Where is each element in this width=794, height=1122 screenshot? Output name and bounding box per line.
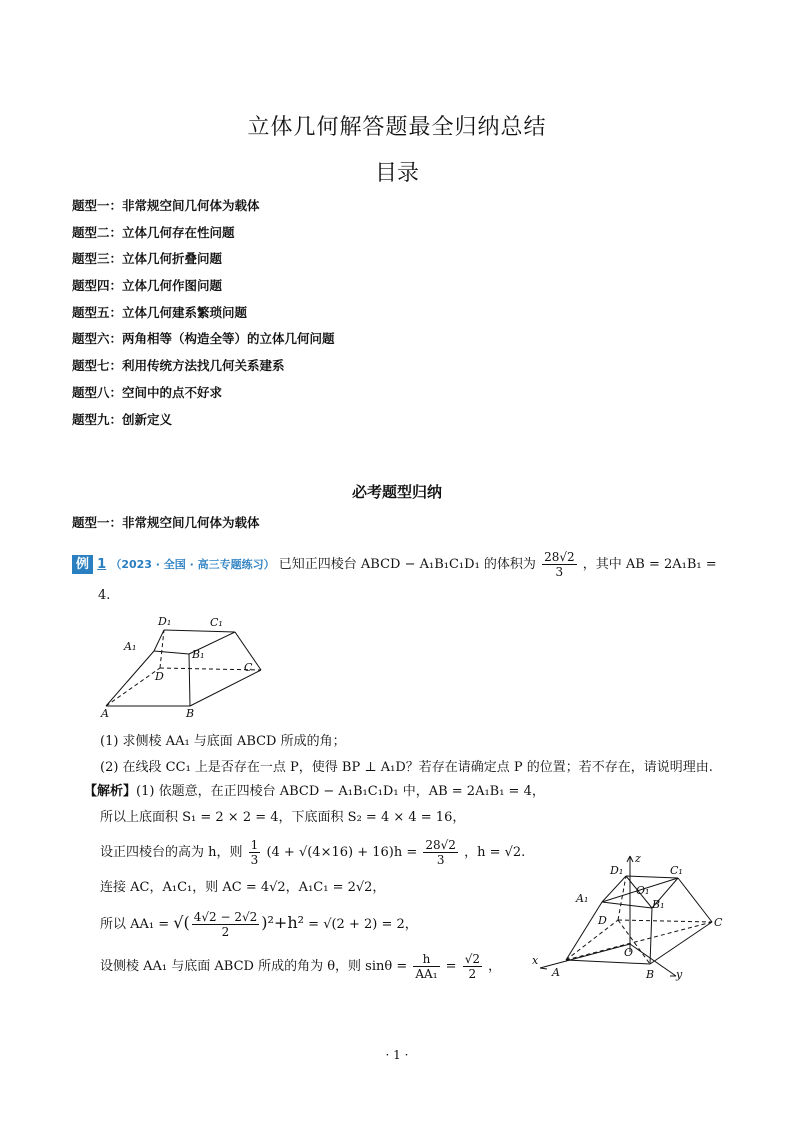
table-of-contents xyxy=(72,196,712,436)
fraction xyxy=(463,952,482,981)
label-B1: B₁ xyxy=(652,898,665,911)
solution-text: (4 + √(4×16) + 16)h = xyxy=(266,845,418,860)
coordinate-frustum-figure xyxy=(530,852,730,984)
label-x: x xyxy=(532,954,539,967)
fraction-denominator: 2 xyxy=(221,925,230,939)
fraction-numerator: 1 xyxy=(250,838,259,852)
fraction-numerator: 4√2 − 2√2 xyxy=(193,910,258,924)
label-C: C xyxy=(714,916,723,929)
toc-item: 题型一：非常规空间几何体为载体 xyxy=(72,198,260,213)
question-2: (2) 在线段 CC₁ 上是否存在一点 P，使得 BP ⊥ A₁D？若存在请确定点 P 的位置；若不存在，请说明理由. xyxy=(100,760,713,775)
solution-text: ， xyxy=(488,959,502,974)
radical-open: √( xyxy=(173,913,190,932)
example-source: （2023 · 全国 · 高三专题练习） xyxy=(110,558,275,571)
toc-heading: 目录 xyxy=(374,161,419,186)
toc-item: 题型四：立体几何作图问题 xyxy=(72,278,223,294)
solution-line-4: 连接 AC，A₁C₁，则 AC = 4√2，A₁C₁ = 2√2， xyxy=(100,880,386,895)
toc-item: 题型五：立体几何建系繁琐问题 xyxy=(72,304,248,320)
label-B1: B₁ xyxy=(192,648,205,661)
solution-line-3 xyxy=(100,838,525,867)
example-statement xyxy=(72,550,732,579)
label-A: A xyxy=(552,966,560,979)
document-title: 立体几何解答题最全归纳总结 xyxy=(247,115,547,140)
label-O: O xyxy=(624,946,634,959)
label-A1: A₁ xyxy=(576,892,589,905)
label-C1: C₁ xyxy=(670,864,683,877)
example-badge: 例 xyxy=(72,555,93,574)
label-y: y xyxy=(676,968,683,981)
fraction xyxy=(192,910,260,939)
section-title: 必考题型归纳 xyxy=(351,483,442,501)
label-C1: C₁ xyxy=(210,616,223,629)
fraction-denominator: AA₁ xyxy=(415,967,438,981)
label-C: C xyxy=(244,661,253,674)
solution-text: 设侧棱 AA₁ 与底面 ABCD 所成的角为 θ，则 sinθ = xyxy=(100,959,408,974)
fraction-numerator: 28√2 xyxy=(425,838,456,852)
fraction xyxy=(249,838,261,867)
label-D1: D₁ xyxy=(158,615,172,628)
label-D: D xyxy=(155,670,164,683)
frustum-figure xyxy=(98,610,273,722)
fraction-numerator: h xyxy=(413,952,439,967)
example-text-after: ，其中 AB = 2A₁B₁ = xyxy=(582,557,717,572)
question-1: (1) 求侧棱 AA₁ 与底面 ABCD 所成的角； xyxy=(100,734,346,749)
toc-item: 题型三：立体几何折叠问题 xyxy=(72,251,223,267)
fraction-denominator: 3 xyxy=(436,853,445,867)
toc-item: 题型二：立体几何存在性问题 xyxy=(72,224,235,240)
label-D1: D₁ xyxy=(610,864,624,877)
example-continuation: 4. xyxy=(98,588,111,603)
solution-text: = √(2 + 2) = 2， xyxy=(308,917,418,932)
type-heading: 题型一：非常规空间几何体为载体 xyxy=(72,515,260,530)
volume-fraction xyxy=(542,550,577,579)
solution-line-6 xyxy=(100,952,501,981)
fraction-numerator: √2 xyxy=(464,952,480,966)
fraction xyxy=(423,838,458,867)
radical-close: )²+h² xyxy=(261,913,305,932)
label-z: z xyxy=(635,852,641,865)
toc-item: 题型九：创新定义 xyxy=(72,411,173,427)
label-A: A xyxy=(101,707,109,720)
toc-item: 题型八：空间中的点不好求 xyxy=(72,384,223,400)
solution-text: (1) 依题意，在正四棱台 ABCD − A₁B₁C₁D₁ 中，AB = 2A₁B₁ = 4， xyxy=(136,784,545,799)
example-text-before: 已知正四棱台 ABCD − A₁B₁C₁D₁ 的体积为 xyxy=(278,557,536,572)
fraction xyxy=(413,952,439,981)
label-O1: O₁ xyxy=(636,884,650,897)
solution-line-2: 所以上底面积 S₁ = 2 × 2 = 4，下底面积 S₂ = 4 × 4 = 16， xyxy=(100,810,466,825)
solution-text: 设正四棱台的高为 h，则 xyxy=(100,845,243,860)
solution-text: = xyxy=(445,959,457,974)
toc-item: 题型六：两角相等（构造全等）的立体几何问题 xyxy=(72,331,335,347)
fraction-denominator: 2 xyxy=(468,967,477,981)
label-B: B xyxy=(186,707,195,720)
solution-heading: 【解析】 xyxy=(84,784,137,799)
solution-text: ，h = √2. xyxy=(464,845,526,860)
solution-line-1 xyxy=(84,782,545,802)
label-A1: A₁ xyxy=(124,640,137,653)
solution-line-5 xyxy=(100,910,418,939)
label-D: D xyxy=(598,914,607,927)
example-number: 1 xyxy=(97,557,107,572)
page-number: · 1 · xyxy=(385,1048,409,1062)
label-B: B xyxy=(646,968,655,981)
solution-text: 所以 AA₁ = xyxy=(100,917,170,932)
fraction-denominator: 3 xyxy=(250,853,259,867)
toc-item: 题型七：利用传统方法找几何关系建系 xyxy=(72,358,285,374)
fraction-numerator: 28√2 xyxy=(544,550,575,564)
fraction-denominator: 3 xyxy=(555,565,564,579)
